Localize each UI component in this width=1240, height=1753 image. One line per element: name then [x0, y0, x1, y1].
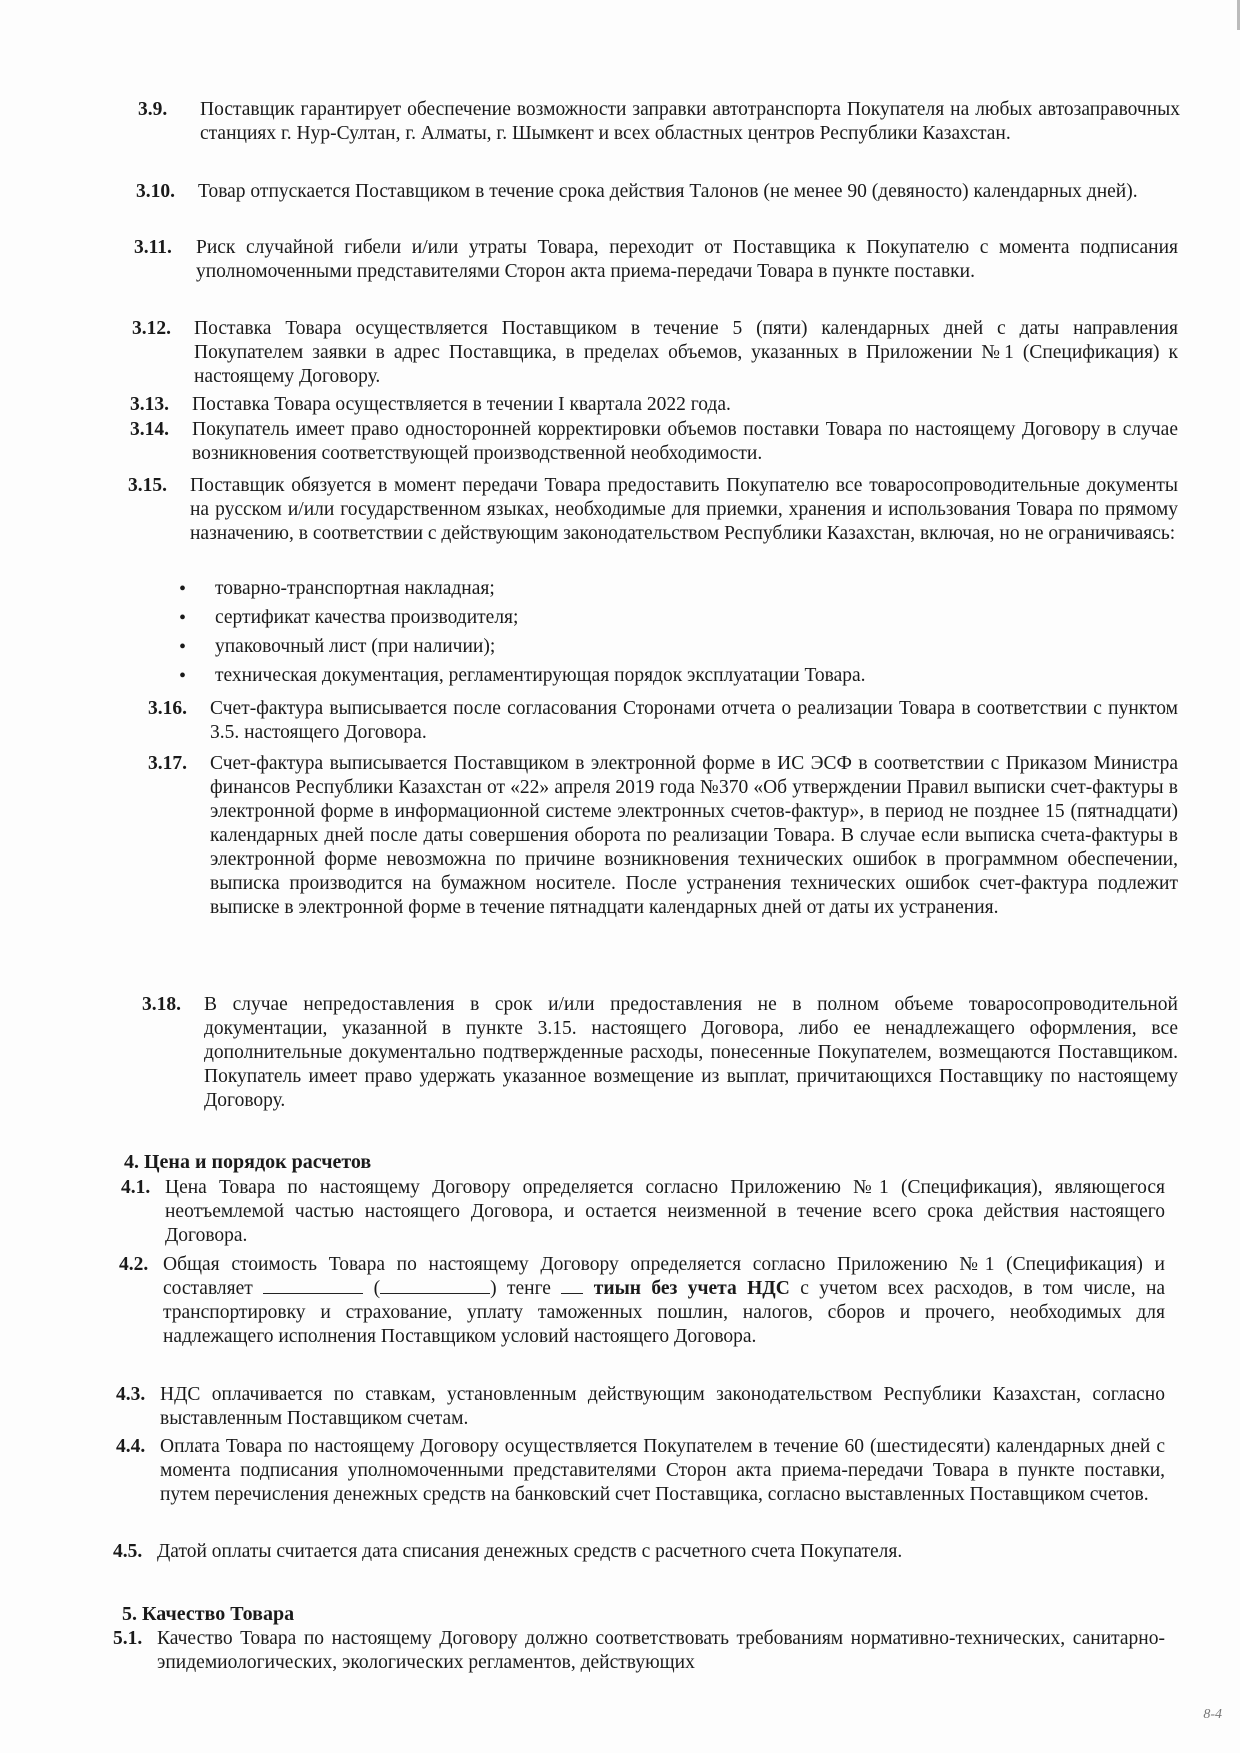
clause-number: 4.2.: [119, 1254, 149, 1275]
clause-number: 3.9.: [138, 99, 168, 120]
list-item: • сертификат качества производителя;: [215, 606, 1015, 635]
clause-number: 3.16.: [148, 698, 187, 719]
list-item: • упаковочный лист (при наличии);: [215, 635, 1015, 664]
documents-list: [215, 577, 1015, 693]
clause-text: Счет-фактура выписывается Поставщиком в электронной форме в ИС ЭСФ в соответствии с Приказом Министра финансов Республики Казахстан от «22» апреля 2019 года №370 «Об утверждении Правил выписки счет-фактуры в электронной форме в информационной системе электронных счетов-фактур», в период не позднее 15 (пятнадцати) календарных дней после даты совершения оборота по реализации Товара. В случае если выписка счета-фактуры в электронной форме невозможна по причине возникновения технических ошибок в программном обеспечении, выписка производится на бумажном носителе. После устранения технических ошибок счет-фактура подлежит выписке в электронной форме в течение пятнадцати календарных дней от даты их устранения.: [210, 753, 1178, 918]
clause-text: В случае непредоставления в срок и/или предоставления не в полном объеме товаросопроводительной документации, указанной в пункте 3.15. настоящего Договора, либо ее ненадлежащего оформления, все дополнительные документально подтвержденные расходы, понесенные Покупателем, возмещаются Поставщиком. Покупатель имеет право удержать указанное возмещение из выплат, причитающихся Поставщику по настоящему Договору.: [204, 994, 1178, 1111]
clause-3-16: [148, 697, 1178, 745]
clause-3-18: [142, 993, 1178, 1113]
clause-3-14: [130, 418, 1178, 466]
clause-number: 3.11.: [134, 237, 172, 258]
list-item: • техническая документация, регламентирующая порядок эксплуатации Товара.: [215, 664, 1015, 693]
clause-3-11: [134, 236, 1178, 284]
clause-text-part: Общая стоимость Товара по настоящему Договору определяется согласно Приложению №1 (Спецификация) и составляет: [163, 1254, 1165, 1299]
clause-3-9: [138, 98, 1180, 146]
clause-3-15: [128, 474, 1178, 546]
clause-number: 3.17.: [148, 753, 187, 774]
clause-text-part: тиын без учета: [593, 1278, 737, 1299]
tiyn-blank: [561, 1277, 583, 1294]
list-item: • товарно-транспортная накладная;: [215, 577, 1015, 606]
clause-text: Покупатель имеет право односторонней корректировки объемов поставки Товара по настоящему Договору в случае возникновения соответствующей производственной необходимости.: [192, 419, 1178, 464]
amount-words-blank: [380, 1277, 490, 1294]
clause-4-3: [116, 1383, 1165, 1431]
clause-text: Поставщик обязуется в момент передачи Товара предоставить Покупателю все товаросопроводительные документы на русском и/или государственном языках, необходимые для приемки, хранения и использования Товара по прямому назначению, в соответствии с действующим законодательством Республики Казахстан, включая, но не ограничиваясь:: [190, 475, 1178, 544]
clause-text-part: ) тенге: [490, 1278, 551, 1299]
clause-text: Оплата Товара по настоящему Договору осуществляется Покупателем в течение 60 (шестидесяти) календарных дней с момента подписания уполномоченными представителями Сторон акта приема-передачи Товара в пункте поставки, путем перечисления денежных средств на банковский счет Поставщика, согласно выставленных Поставщиком счетов.: [160, 1436, 1165, 1505]
clause-number: 4.1.: [121, 1177, 151, 1198]
clause-text: Поставщик гарантирует обеспечение возможности заправки автотранспорта Покупателя на любых автозаправочных станциях г. Нур-Султан, г. Алматы, г. Шымкент и всех областных центров Республики Казахстан.: [200, 99, 1180, 144]
clause-number: 4.3.: [116, 1384, 146, 1405]
amount-blank: [263, 1277, 363, 1294]
clause-number: 3.12.: [132, 318, 171, 339]
clause-text-part: (: [373, 1278, 381, 1299]
clause-text: Риск случайной гибели и/или утраты Товара, переходит от Поставщика к Покупателю с момента подписания уполномоченными представителями Сторон акта приема-передачи Товара в пункте поставки.: [196, 237, 1178, 282]
clause-3-12: [132, 317, 1178, 389]
clause-text: Цена Товара по настоящему Договору определяется согласно Приложению №1 (Спецификация), являющегося неотъемлемой частью настоящего Договора, и остается неизменной в течение всего срока действия настоящего Договора.: [165, 1177, 1165, 1246]
clause-text-part: с учетом всех расходов, в том числе, на транспортировку и страхование, уплату таможенных пошлин, налогов, сборов и прочего, необходимых для надлежащего исполнения Поставщиком условий настоящего Договора.: [163, 1278, 1166, 1347]
clause-text: Товар отпускается Поставщиком в течение срока действия Талонов (не менее 90 (девяносто) календарных дней).: [198, 181, 1138, 202]
clause-text: Поставка Товара осуществляется в течении I квартала 2022 года.: [192, 394, 731, 415]
clause-number: 5.1.: [113, 1628, 143, 1649]
clause-text: НДС оплачивается по ставкам, установленным действующим законодательством Республики Казахстан, согласно выставленным Поставщиком счетам.: [160, 1384, 1165, 1429]
section-5-title: 5. Качество Товара: [122, 1603, 295, 1625]
clause-text: Поставка Товара осуществляется Поставщиком в течение 5 (пяти) календарных дней с даты направления Покупателем заявки в адрес Поставщика, в пределах объемов, указанных в Приложении №1 (Спецификация) к настоящему Договору.: [194, 318, 1178, 387]
clause-4-5: [113, 1540, 1165, 1564]
clause-number: 3.10.: [136, 181, 175, 202]
clause-4-2: [119, 1253, 1166, 1349]
clause-4-4: [116, 1435, 1165, 1507]
clause-3-13: [130, 393, 1178, 417]
clause-3-17: [148, 752, 1178, 920]
vat-label: НДС: [747, 1278, 790, 1299]
clause-number: 3.14.: [130, 419, 169, 440]
clause-3-10: [136, 180, 1178, 204]
clause-number: 4.4.: [116, 1436, 146, 1457]
clause-number: 4.5.: [113, 1541, 143, 1562]
clause-text: Счет-фактура выписывается после согласования Сторонами отчета о реализации Товара в соответствии с пунктом 3.5. настоящего Договора.: [210, 698, 1178, 743]
clause-number: 3.13.: [130, 394, 169, 415]
clause-text: Качество Товара по настоящему Договору должно соответствовать требованиям нормативно-технических, санитарно-эпидемиологических, экологических регламентов, действующих: [157, 1628, 1165, 1673]
page-number-mark: 8-4: [1203, 1707, 1222, 1722]
clause-text: Датой оплаты считается дата списания денежных средств с расчетного счета Покупателя.: [157, 1541, 903, 1562]
clause-4-1: [121, 1176, 1165, 1248]
clause-text: [163, 1253, 1165, 1349]
clause-5-1: [113, 1627, 1165, 1675]
clause-number: 3.18.: [142, 994, 181, 1015]
clause-number: 3.15.: [128, 475, 167, 496]
section-4-title: 4. Цена и порядок расчетов: [124, 1151, 372, 1173]
